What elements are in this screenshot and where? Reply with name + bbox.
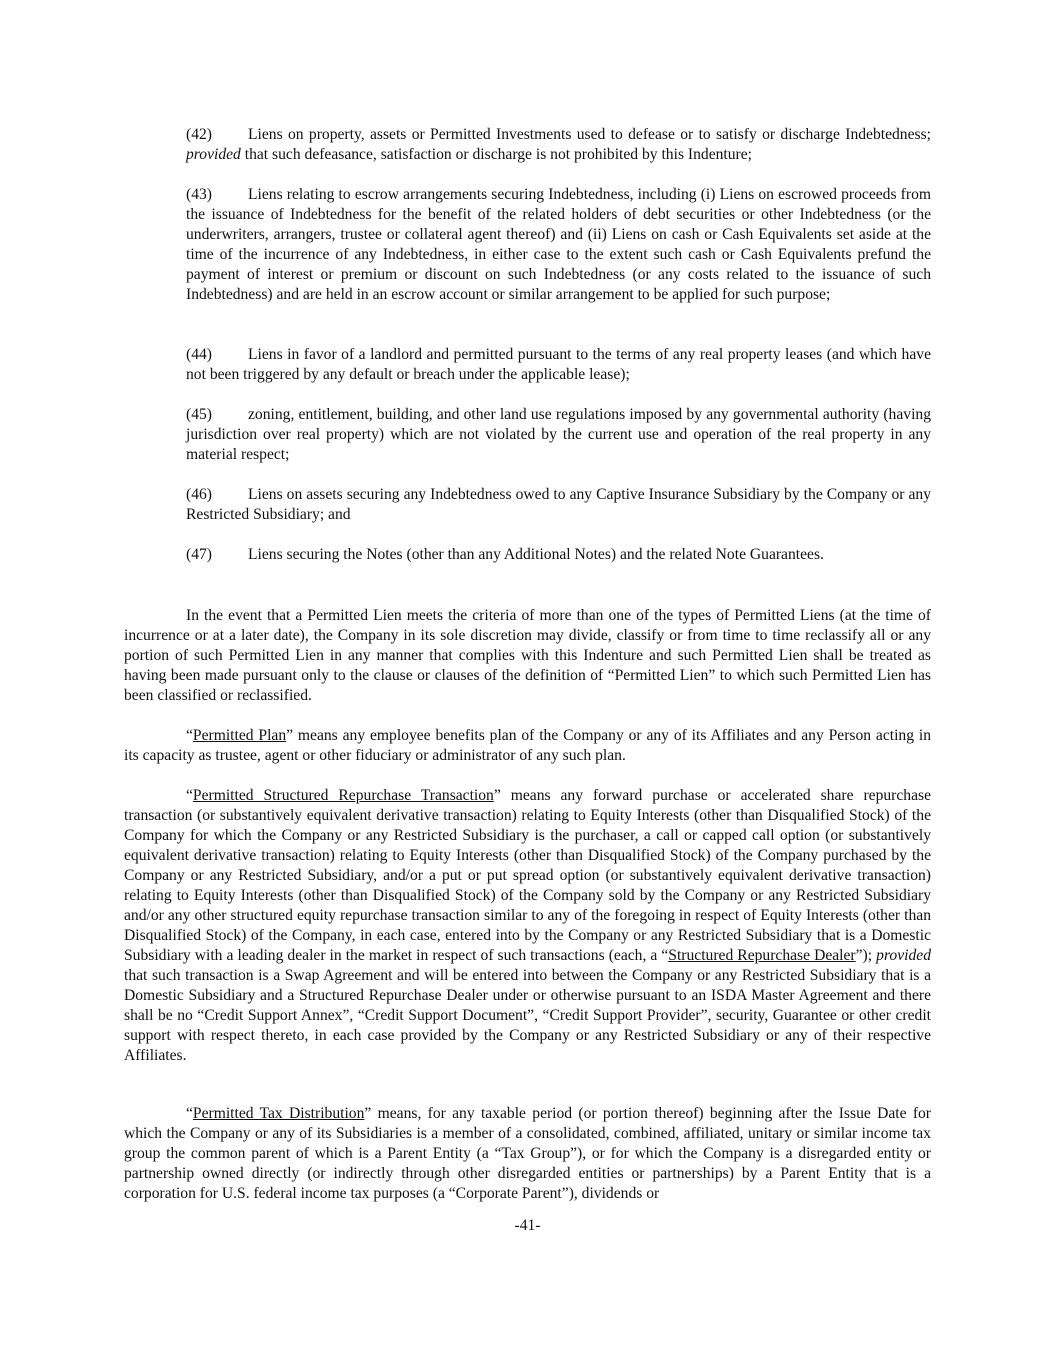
definition-text: ” means, for any taxable period (or portion thereof) beginning after the Issue Date for which the Company or any of its Subsidiaries is a member of a consolidated, combined, affiliated, unitary or similar income tax group the common parent of which is a Parent Entity (a “Tax Group”), or for which the Company is a disregarded entity or partnership owned directly (or indirectly through other disregarded entities or partnerships) by a Parent Entity that is a corporation for U.S. federal income tax purposes (a “Corporate Parent”), dividends or bbox=[124, 1105, 931, 1202]
clause-number: (43) bbox=[186, 186, 212, 203]
clause-42 bbox=[186, 125, 931, 165]
definition-text: ” means any forward purchase or accelerated share repurchase transaction (or substantively equivalent derivative transaction) relating to Equity Interests (other than Disqualified Stock) of the Company for which the Company or any Restricted Subsidiary is the purchaser, a call or capped call option (or substantively equivalent derivative transaction) relating to Equity Interests (other than Disqualified Stock) of the Company purchased by the Company or any Restricted Subsidiary, and/or a put or put spread option (or substantively equivalent derivative transaction) relating to Equity Interests (other than Disqualified Stock) of the Company sold by the Company or any Restricted Subsidiary and/or any other structured equity repurchase transaction similar to any of the foregoing in respect of Equity Interests (other than Disqualified Stock) of the Company, in each case, entered into by the Company or any Restricted Subsidiary that is a Domestic Subsidiary with a leading dealer in the market in respect of such transactions (each, a “ bbox=[124, 787, 931, 964]
open-quote: “ bbox=[186, 727, 193, 744]
definition-text: ” means any employee benefits plan of the Company or any of its Affiliates and any Person acting in its capacity as trustee, agent or other fiduciary or administrator of any such plan. bbox=[124, 727, 931, 764]
definition-text-end: that such transaction is a Swap Agreement and will be entered into between the Company or any Restricted Subsidiary that is a Domestic Subsidiary and a Structured Repurchase Dealer under or otherwise pursuant to an ISDA Master Agreement and there shall be no “Credit Support Annex”, “Credit Support Document”, “Credit Support Provider”, security, Guarantee or other credit support with respect thereto, in each case provided by the Company or any Restricted Subsidiary or any of their respective Affiliates. bbox=[124, 967, 931, 1064]
clause-number: (42) bbox=[186, 126, 212, 143]
clause-text: Liens on assets securing any Indebtedness owed to any Captive Insurance Subsidiary by the Company or any Restricted Subsidiary; and bbox=[186, 486, 931, 523]
definition-permitted-structured-repurchase bbox=[124, 786, 931, 1066]
open-quote: “ bbox=[186, 1105, 193, 1122]
clause-number: (47) bbox=[186, 546, 212, 563]
clause-text: zoning, entitlement, building, and other land use regulations imposed by any governmental authority (having jurisdiction over real property) which are not violated by the current use and operation of the real property in any material respect; bbox=[186, 406, 931, 463]
definition-permitted-plan bbox=[124, 726, 931, 766]
clause-text-cont: that such defeasance, satisfaction or discharge is not prohibited by this Indenture; bbox=[240, 146, 752, 163]
clause-number: (46) bbox=[186, 486, 212, 503]
defined-term: Permitted Plan bbox=[192, 727, 287, 744]
open-quote: “ bbox=[186, 787, 193, 804]
defined-term: Permitted Tax Distribution bbox=[192, 1105, 365, 1122]
clause-text: Liens relating to escrow arrangements securing Indebtedness, including (i) Liens on escrowed proceeds from the issuance of Indebtedness for the benefit of the related holders of debt securities or other Indebtedness (or the underwriters, arrangers, trustee or collateral agent thereof) and (ii) Liens on cash or Cash Equivalents set aside at the time of the incurrence of any Indebtedness, in either case to the extent such cash or Cash Equivalents prefund the payment of interest or premium or discount on such Indebtedness (or any costs related to the issuance of such Indebtedness) and are held in an escrow account or similar arrangement to be applied for such purpose; bbox=[186, 186, 931, 303]
clause-43 bbox=[186, 185, 931, 305]
clause-text: Liens in favor of a landlord and permitted pursuant to the terms of any real property leases (and which have not been triggered by any default or breach under the applicable lease); bbox=[186, 346, 931, 383]
clause-45 bbox=[186, 405, 931, 465]
page-number: -41- bbox=[514, 1217, 541, 1234]
clause-number: (44) bbox=[186, 346, 212, 363]
clause-44 bbox=[186, 345, 931, 385]
clause-46 bbox=[186, 485, 931, 525]
clause-number: (45) bbox=[186, 406, 212, 423]
clause-47 bbox=[186, 545, 931, 565]
permitted-lien-event-paragraph: In the event that a Permitted Lien meets the criteria of more than one of the types of Permitted Liens (at the time of incurrence or at a later date), the Company in its sole discretion may divide, classify or from time to time reclassify all or any portion of such Permitted Lien in any manner that complies with this Indenture and such Permitted Lien shall be treated as having been made pursuant only to the clause or clauses of the definition of “Permitted Lien” to which such Permitted Lien has been classified or reclassified. bbox=[124, 607, 931, 704]
clause-text: Liens securing the Notes (other than any Additional Notes) and the related Note Guarantees. bbox=[248, 546, 824, 563]
defined-term-dealer: Structured Repurchase Dealer bbox=[668, 947, 856, 964]
clause-text: Liens on property, assets or Permitted Investments used to defease or to satisfy or discharge Indebtedness; bbox=[248, 126, 931, 143]
emphasis-provided: provided bbox=[186, 146, 241, 163]
emphasis-provided: provided bbox=[876, 947, 931, 964]
definition-text-cont: ”); bbox=[855, 947, 877, 964]
definition-permitted-tax-distribution bbox=[124, 1104, 931, 1204]
defined-term: Permitted Structured Repurchase Transaction bbox=[192, 787, 494, 804]
